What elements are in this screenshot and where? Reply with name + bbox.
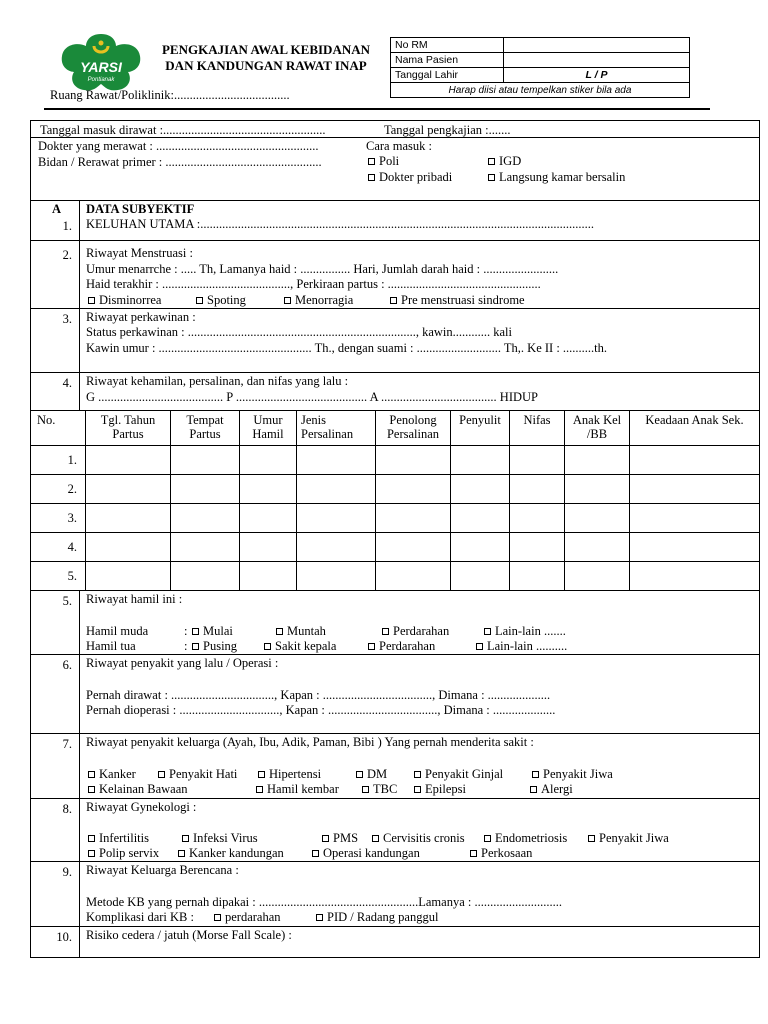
opt-label: Perdarahan	[393, 624, 450, 638]
checkbox-icon	[368, 643, 375, 650]
number-column-line	[79, 200, 80, 410]
item-number: 8.	[62, 802, 72, 816]
checkbox-icon	[470, 850, 477, 857]
checkbox-icon	[488, 158, 495, 165]
opt-label: Dokter pribadi	[379, 170, 453, 184]
table-header-row	[31, 411, 760, 446]
opt-label: perdarahan	[225, 910, 281, 924]
col-penyulit: Penyulit	[451, 411, 510, 446]
checkbox-icon	[322, 835, 329, 842]
item-number: 6.	[62, 658, 72, 672]
checkbox-icon	[414, 771, 421, 778]
opt-label: Kanker	[99, 767, 136, 781]
opt-langsung-kamar[interactable]	[488, 170, 625, 185]
penyakit-lalu-title: Riwayat penyakit yang lalu / Operasi :	[86, 656, 279, 670]
checkbox-icon	[192, 628, 199, 635]
checkbox-icon	[158, 771, 165, 778]
tgl-lahir-label: Tanggal Lahir	[391, 68, 504, 83]
opt-label: Pusing	[203, 639, 238, 653]
opt-label: Operasi kandungan	[323, 846, 420, 860]
checkbox-icon	[258, 771, 265, 778]
pregnancy-history-table	[30, 410, 760, 591]
checkbox-icon	[88, 786, 95, 793]
checkbox-icon	[182, 835, 189, 842]
checkbox-icon	[196, 297, 203, 304]
no-rm-field[interactable]	[504, 38, 690, 53]
logo-text: YARSI	[80, 59, 122, 75]
checkbox-icon	[316, 914, 323, 921]
metode-kb-field[interactable]: Metode KB yang pernah dipakai : ...................................................Lamanya : ............................	[86, 895, 562, 909]
col-no: No.	[31, 411, 86, 446]
opt-kanker[interactable]	[88, 767, 136, 782]
opt-label: PID / Radang panggul	[327, 910, 439, 924]
table-row[interactable]	[31, 475, 760, 504]
col-tgl: Tgl. Tahun Partus	[86, 411, 171, 446]
number-column-line-lower	[79, 590, 80, 958]
checkbox-icon	[256, 786, 263, 793]
opt-perdarahan-kb[interactable]	[214, 910, 281, 925]
opt-cervisitis[interactable]	[372, 831, 465, 846]
hamil-muda-label: Hamil muda	[86, 624, 149, 638]
opt-label: Perdarahan	[379, 639, 436, 653]
checkbox-icon	[214, 914, 221, 921]
opt-label: Menorragia	[295, 293, 354, 307]
opt-pid[interactable]	[316, 910, 438, 925]
gpa-field[interactable]: G ........................................ P .......................................... A ..................................... HIDUP	[86, 390, 538, 404]
title-line-2: DAN KANDUNGAN RAWAT INAP	[165, 58, 367, 73]
item-number: 2.	[62, 248, 72, 262]
opt-penyakit-ginjal[interactable]	[414, 767, 503, 782]
item-number: 5.	[62, 594, 72, 608]
kawin-umur-field[interactable]: Kawin umur : ................................................. Th., dengan suami : ........................... Th,. Ke II : ..........th.	[86, 341, 608, 355]
komplikasi-kb-label: Komplikasi dari KB :	[86, 910, 194, 924]
item-number: 4.	[62, 376, 72, 390]
opt-igd[interactable]	[488, 154, 521, 169]
colon: :	[184, 624, 188, 638]
opt-label: Muntah	[287, 624, 326, 638]
row-number: 5.	[31, 562, 86, 591]
opt-label: Disminorrea	[99, 293, 162, 307]
cara-masuk-label: Cara masuk :	[366, 139, 432, 153]
form-title	[148, 42, 384, 74]
opt-label: Lain-lain .......	[495, 624, 566, 638]
col-keadaan: Keadaan Anak Sek.	[630, 411, 760, 446]
opt-infertilitis[interactable]	[88, 831, 149, 846]
opt-penyakit-hati[interactable]	[158, 767, 237, 782]
opt-label: Infertilitis	[99, 831, 149, 845]
opt-label: Penyakit Hati	[169, 767, 238, 781]
opt-endometriosis[interactable]	[484, 831, 567, 846]
opt-label: Pre menstruasi sindrome	[401, 293, 525, 307]
gynekologi-title: Riwayat Gynekologi :	[86, 800, 197, 814]
checkbox-icon	[588, 835, 595, 842]
divider	[30, 654, 760, 655]
nama-pasien-field[interactable]	[504, 53, 690, 68]
kb-title: Riwayat Keluarga Berencana :	[86, 863, 239, 877]
opt-sakit-kepala[interactable]	[264, 639, 336, 654]
opt-alergi[interactable]	[530, 782, 573, 797]
row-number: 4.	[31, 533, 86, 562]
opt-pms[interactable]	[390, 293, 525, 308]
table-row[interactable]	[31, 533, 760, 562]
opt-label: Poli	[379, 154, 400, 168]
opt-kanker-kandungan[interactable]	[178, 846, 284, 861]
opt-hamil-kembar[interactable]	[256, 782, 339, 797]
pernah-dioperasi-field[interactable]: Pernah dioperasi : ................................, Kapan : ..................................., Dimana : ....................	[86, 703, 556, 717]
no-rm-label: No RM	[391, 38, 504, 53]
checkbox-icon	[264, 643, 271, 650]
pernah-dirawat-field[interactable]: Pernah dirawat : ................................., Kapan : ..................................., Dimana : ....................	[86, 688, 551, 702]
checkbox-icon	[488, 174, 495, 181]
checkbox-icon	[414, 786, 421, 793]
item-number: 1.	[62, 219, 72, 233]
opt-label: Epilepsi	[425, 782, 466, 796]
checkbox-icon	[178, 850, 185, 857]
opt-pusing[interactable]	[192, 639, 237, 654]
opt-dokter-pribadi[interactable]	[368, 170, 452, 185]
keluhan-utama-field[interactable]: KELUHAN UTAMA :..............................................................................................................................	[86, 217, 595, 231]
opt-perdarahan-tua[interactable]	[368, 639, 435, 654]
bidan-field[interactable]: Bidan / Rerawat primer : ..................................................	[38, 155, 322, 169]
opt-perdarahan-muda[interactable]	[382, 624, 449, 639]
tanggal-masuk-field[interactable]: Tanggal masuk dirawat :....................................................	[40, 123, 326, 137]
gender-field[interactable]: L / P	[504, 68, 690, 83]
opt-label: Kanker kandungan	[189, 846, 284, 860]
opt-label: PMS	[333, 831, 359, 845]
checkbox-icon	[192, 643, 199, 650]
divider	[30, 798, 760, 799]
checkbox-icon	[530, 786, 537, 793]
ruang-rawat-field[interactable]: Ruang Rawat/Poliklinik:.....................................	[50, 88, 290, 102]
opt-label: Penyakit Jiwa	[543, 767, 613, 781]
opt-label: Cervisitis cronis	[383, 831, 465, 845]
opt-penyakit-jiwa[interactable]	[532, 767, 613, 782]
divider	[30, 240, 760, 241]
opt-operasi-kandungan[interactable]	[312, 846, 420, 861]
divider	[30, 926, 760, 927]
col-tempat: Tempat Partus	[171, 411, 240, 446]
opt-kelainan-bawaan[interactable]	[88, 782, 188, 797]
opt-menorragia[interactable]	[284, 293, 353, 308]
opt-label: Hamil kembar	[267, 782, 339, 796]
opt-infeksi-virus[interactable]	[182, 831, 258, 846]
divider	[30, 200, 760, 201]
row-number: 1.	[31, 446, 86, 475]
table-row[interactable]	[31, 446, 760, 475]
checkbox-icon	[476, 643, 483, 650]
opt-label: TBC	[373, 782, 398, 796]
opt-label: Spoting	[207, 293, 246, 307]
sticker-note: Harap diisi atau tempelkan stiker bila ada	[391, 83, 690, 98]
divider	[30, 308, 760, 309]
checkbox-icon	[390, 297, 397, 304]
colon: :	[184, 639, 188, 653]
checkbox-icon	[362, 786, 369, 793]
checkbox-icon	[312, 850, 319, 857]
dokter-field[interactable]: Dokter yang merawat : ....................................................	[38, 139, 319, 153]
checkbox-icon	[88, 835, 95, 842]
tanggal-pengkajian-field[interactable]: Tanggal pengkajian :.......	[384, 123, 511, 137]
opt-pms-gyn[interactable]	[322, 831, 358, 846]
opt-label: IGD	[499, 154, 522, 168]
opt-polip-servix[interactable]	[88, 846, 159, 861]
opt-spoting[interactable]	[196, 293, 246, 308]
penyakit-keluarga-title: Riwayat penyakit keluarga (Ayah, Ibu, Adik, Paman, Bibi ) Yang pernah menderita sakit :	[86, 735, 534, 749]
opt-mulai[interactable]	[192, 624, 233, 639]
opt-label: Perkosaan	[481, 846, 533, 860]
checkbox-icon	[484, 628, 491, 635]
opt-lain-muda[interactable]	[484, 624, 566, 639]
opt-label: Sakit kepala	[275, 639, 337, 653]
item-number: 3.	[62, 312, 72, 326]
opt-label: Penyakit Jiwa	[599, 831, 669, 845]
divider	[30, 372, 760, 373]
checkbox-icon	[372, 835, 379, 842]
opt-label: Lain-lain ..........	[487, 639, 568, 653]
table-row[interactable]	[31, 504, 760, 533]
checkbox-icon	[276, 628, 283, 635]
opt-muntah[interactable]	[276, 624, 326, 639]
item-number: 9.	[62, 865, 72, 879]
checkbox-icon	[88, 850, 95, 857]
menstruasi-title: Riwayat Menstruasi :	[86, 246, 193, 260]
opt-label: Penyakit Ginjal	[425, 767, 504, 781]
opt-tbc[interactable]	[362, 782, 397, 797]
opt-label: DM	[367, 767, 388, 781]
opt-label: Infeksi Virus	[193, 831, 258, 845]
row-number: 3.	[31, 504, 86, 533]
opt-penyakit-jiwa-gyn[interactable]	[588, 831, 669, 846]
divider	[30, 733, 760, 734]
opt-disminorrea[interactable]	[88, 293, 161, 308]
col-nifas: Nifas	[510, 411, 565, 446]
hamil-tua-label: Hamil tua	[86, 639, 136, 653]
opt-lain-tua[interactable]	[476, 639, 567, 654]
hospital-logo	[58, 32, 144, 92]
opt-label: Alergi	[541, 782, 573, 796]
opt-label: Kelainan Bawaan	[99, 782, 188, 796]
checkbox-icon	[368, 174, 375, 181]
title-line-1: PENGKAJIAN AWAL KEBIDANAN	[161, 42, 371, 57]
opt-label: Hipertensi	[269, 767, 322, 781]
section-title: DATA SUBYEKTIF	[86, 202, 195, 216]
kehamilan-title: Riwayat kehamilan, persalinan, dan nifas yang lalu :	[86, 374, 349, 388]
haid-terakhir-field[interactable]: Haid terakhir : ........................................., Perkiraan partus : .................................................	[86, 277, 541, 291]
checkbox-icon	[88, 297, 95, 304]
checkbox-icon	[356, 771, 363, 778]
checkbox-icon	[382, 628, 389, 635]
opt-label: Mulai	[203, 624, 233, 638]
opt-dm[interactable]	[356, 767, 387, 782]
row-number: 2.	[31, 475, 86, 504]
opt-epilepsi[interactable]	[414, 782, 466, 797]
checkbox-icon	[532, 771, 539, 778]
opt-perkosaan[interactable]	[470, 846, 532, 861]
nama-pasien-label: Nama Pasien	[391, 53, 504, 68]
status-perkawinan-field[interactable]: Status perkawinan : ........................................................................., kawin............ kali	[86, 325, 513, 339]
divider	[30, 861, 760, 862]
item-number: 7.	[62, 737, 72, 751]
hamil-ini-title: Riwayat hamil ini :	[86, 592, 183, 606]
checkbox-icon	[284, 297, 291, 304]
opt-poli[interactable]	[368, 154, 399, 169]
col-penolong: Penolong Persalinan	[376, 411, 451, 446]
opt-label: Langsung kamar bersalin	[499, 170, 626, 184]
col-umur: Umur Hamil	[240, 411, 297, 446]
perkawinan-title: Riwayat perkawinan :	[86, 310, 196, 324]
section-letter: A	[52, 202, 62, 216]
menarche-field[interactable]: Umur menarrche : ..... Th, Lamanya haid : ................ Hari, Jumlah darah haid : ........................	[86, 262, 559, 276]
logo-subtext: Pontianak	[87, 77, 115, 83]
patient-id-box	[390, 37, 690, 98]
checkbox-icon	[88, 771, 95, 778]
col-anak: Anak Kel /BB	[565, 411, 630, 446]
opt-hipertensi[interactable]	[258, 767, 321, 782]
item-number: 10.	[56, 930, 72, 944]
checkbox-icon	[368, 158, 375, 165]
col-jenis: Jenis Persalinan	[297, 411, 376, 446]
opt-label: Polip servix	[99, 846, 160, 860]
risiko-jatuh-field[interactable]: Risiko cedera / jatuh (Morse Fall Scale) :	[86, 928, 292, 942]
opt-label: Endometriosis	[495, 831, 568, 845]
checkbox-icon	[484, 835, 491, 842]
header-divider	[44, 108, 710, 110]
table-row[interactable]	[31, 562, 760, 591]
